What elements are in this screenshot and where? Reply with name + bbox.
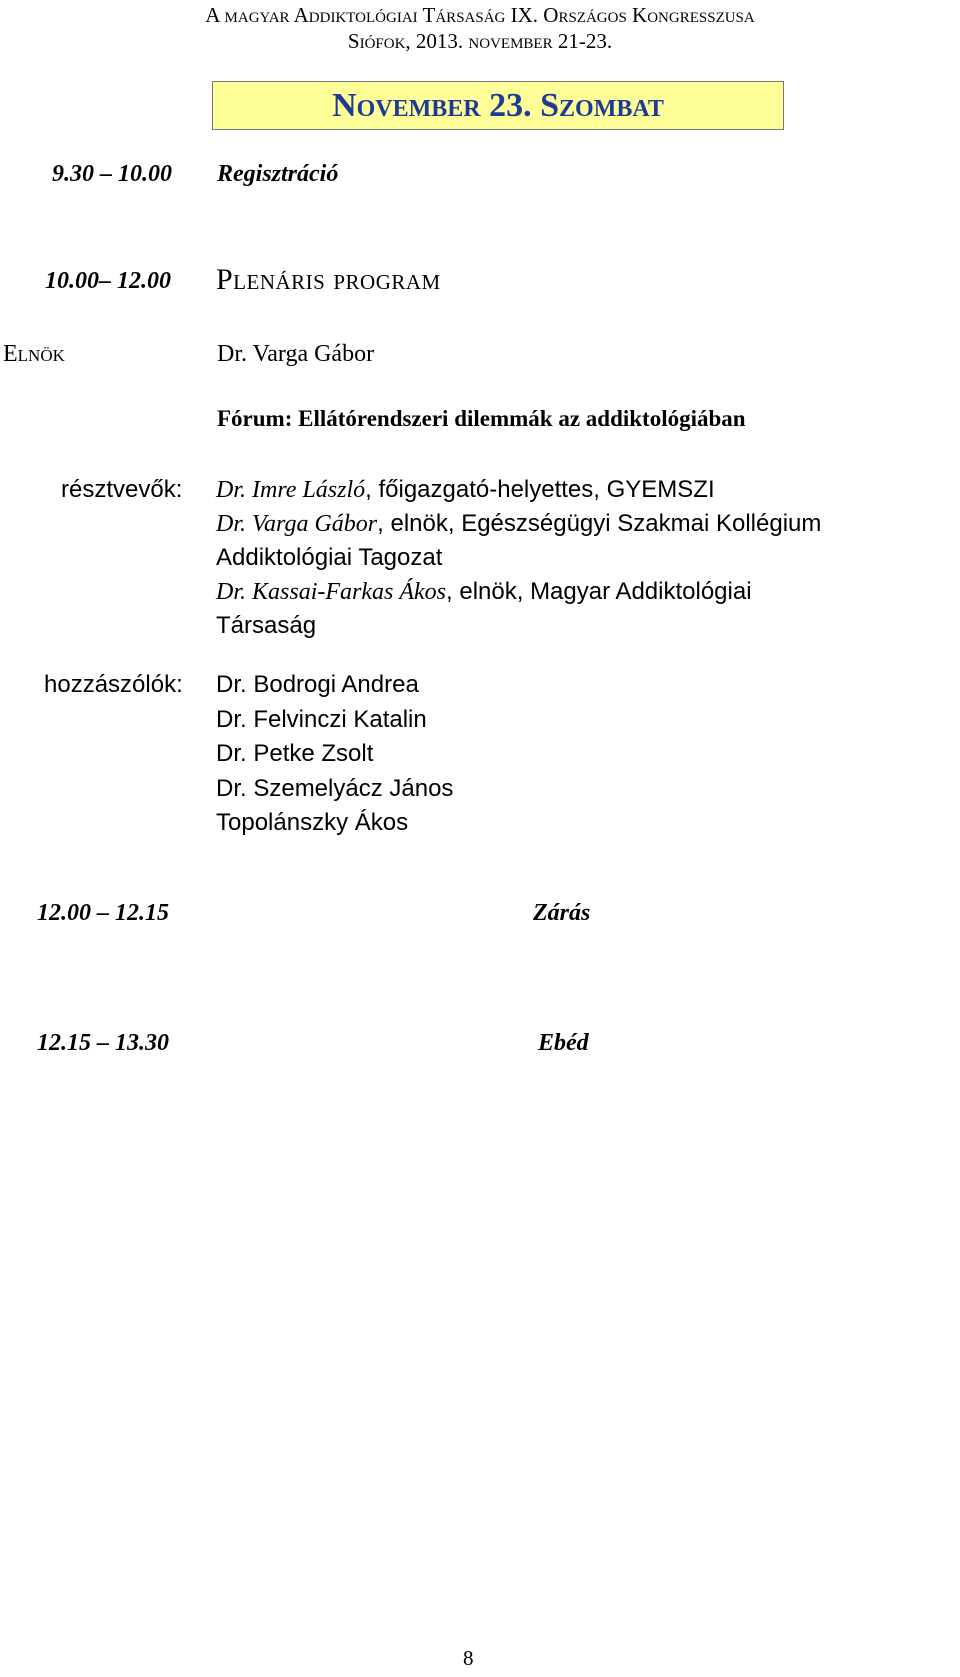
commenter-item: Dr. Petke Zsolt bbox=[216, 740, 374, 767]
closing-time: 12.00 – 12.15 bbox=[37, 900, 169, 926]
header-location-date: Siófok, 2013. november 21-23. bbox=[347, 29, 613, 53]
participant-role-continued: Addiktológiai Tagozat bbox=[216, 544, 443, 571]
commenter-item: Dr. Felvinczi Katalin bbox=[216, 705, 427, 733]
day-banner bbox=[212, 81, 784, 130]
lunch-time: 12.15 – 13.30 bbox=[37, 1030, 169, 1056]
participant-item bbox=[216, 507, 821, 541]
forum-title: Fórum: Ellátórendszeri dilemmák az addiktológiában bbox=[217, 406, 746, 431]
chair-name: Dr. Varga Gábor bbox=[217, 341, 375, 367]
plenary-title: Plenáris program bbox=[216, 263, 441, 296]
participant-name: Dr. Kassai-Farkas Ákos bbox=[216, 579, 447, 605]
participant-name: Dr. Imre László bbox=[216, 477, 366, 503]
participant-role-continued: Társaság bbox=[216, 612, 317, 639]
participant-item bbox=[216, 575, 821, 609]
commenters-label: hozzászólók: bbox=[44, 671, 183, 698]
registration-time: 9.30 – 10.00 bbox=[52, 161, 172, 187]
commenter-item: Dr. Szemelyácz János bbox=[216, 774, 454, 802]
registration-label: Regisztráció bbox=[217, 161, 339, 187]
lunch-label: Ebéd bbox=[538, 1030, 589, 1056]
page-number: 8 bbox=[463, 1646, 474, 1670]
header-congress-title: A magyar Addiktológiai Társaság IX. Országos Kongresszusa bbox=[205, 3, 755, 27]
participant-role: , főigazgató-helyettes, GYEMSZI bbox=[365, 476, 715, 503]
participants-label: résztvevők: bbox=[61, 476, 183, 503]
commenter-item: Topolánszky Ákos bbox=[216, 809, 409, 836]
participants-list bbox=[216, 473, 821, 643]
closing-label: Zárás bbox=[533, 900, 591, 926]
participant-role: , elnök, Egészségügyi Szakmai Kollégium bbox=[377, 510, 822, 537]
participant-item bbox=[216, 473, 821, 507]
plenary-time: 10.00– 12.00 bbox=[45, 268, 171, 294]
commenter-item: Dr. Bodrogi Andrea bbox=[216, 671, 419, 698]
participant-name: Dr. Varga Gábor bbox=[216, 511, 378, 537]
participant-role: , elnök, Magyar Addiktológiai bbox=[446, 578, 752, 605]
day-title: November 23. Szombat bbox=[332, 86, 664, 124]
chair-label: Elnök bbox=[3, 341, 65, 367]
commenters-list bbox=[216, 668, 453, 841]
